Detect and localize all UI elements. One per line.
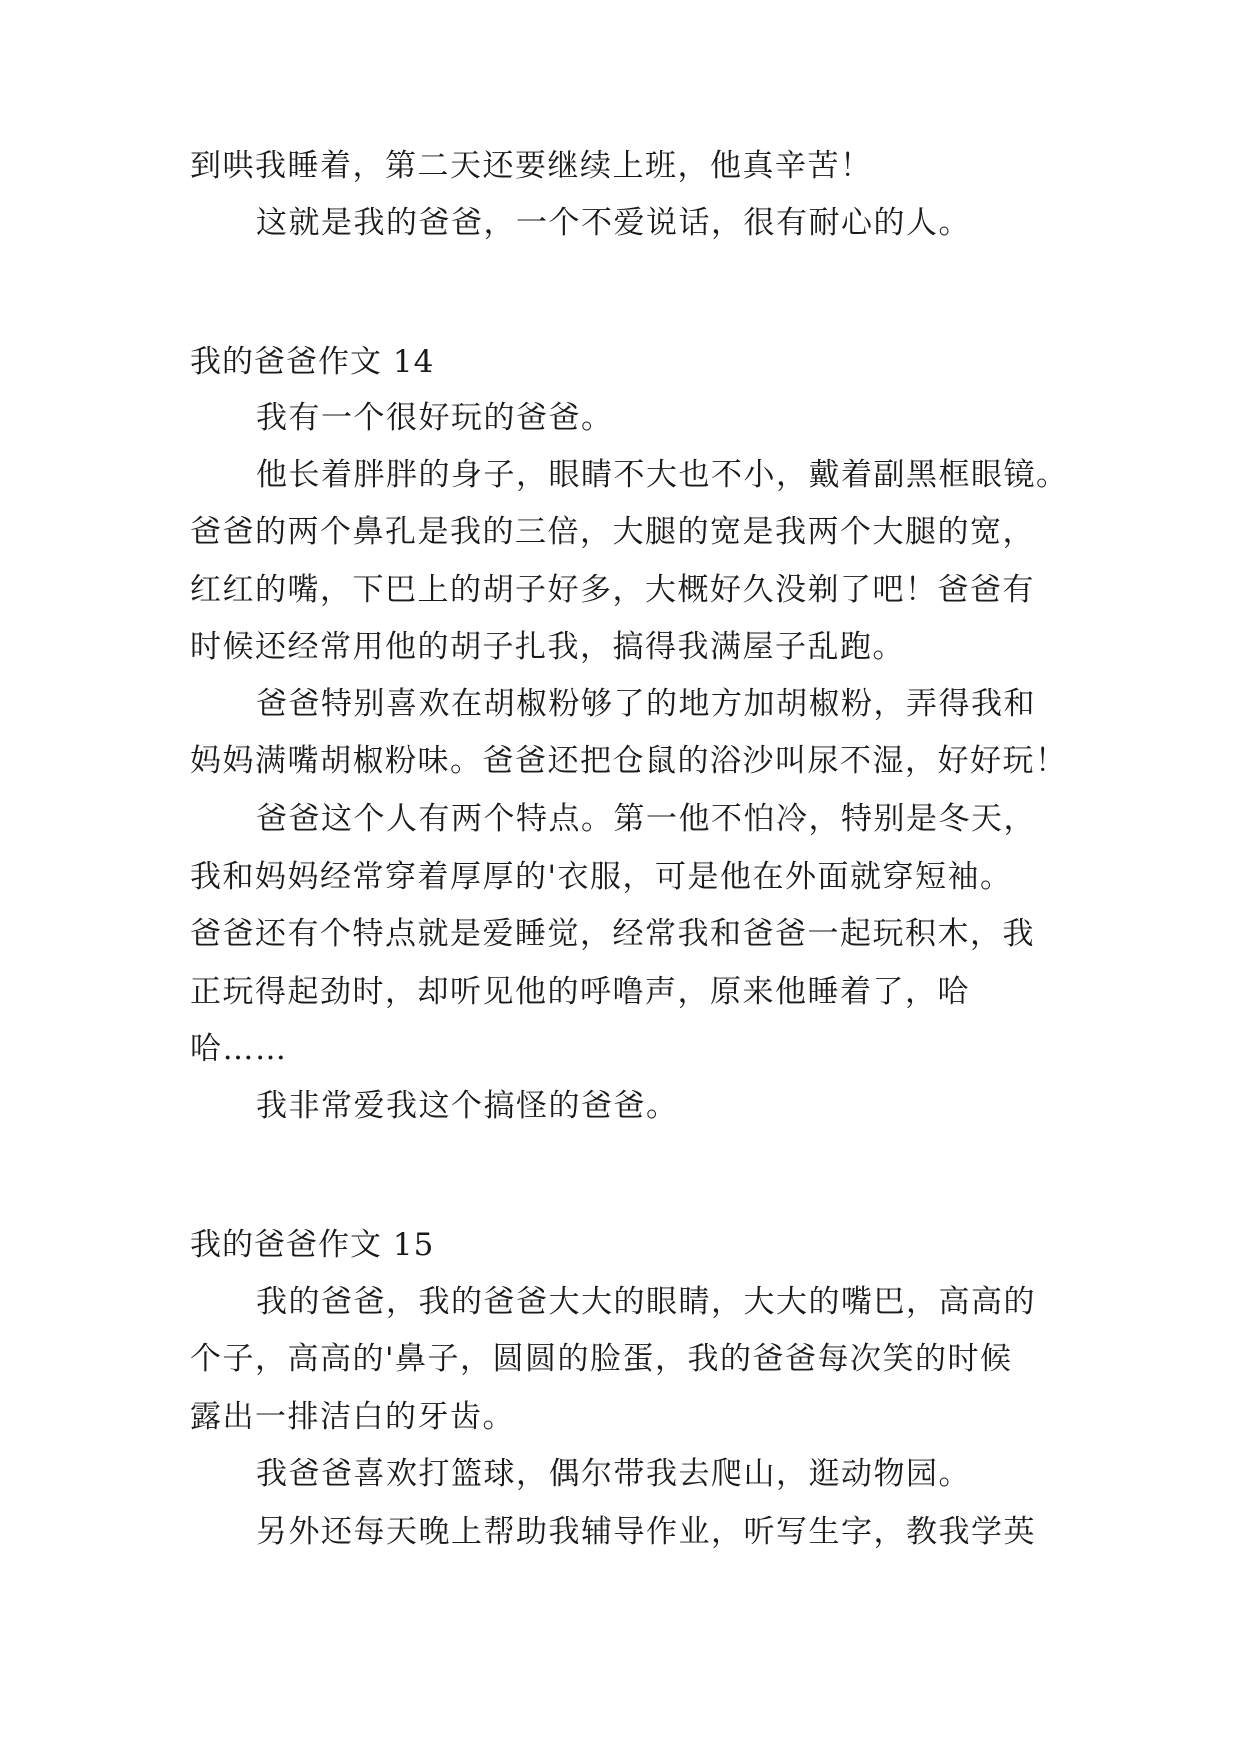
paragraph-line: 爸爸的两个鼻孔是我的三倍，大腿的宽是我两个大腿的宽， bbox=[190, 514, 1035, 550]
paragraph-line: 红红的嘴，下巴上的胡子好多，大概好久没剃了吧！爸爸有 bbox=[190, 572, 1035, 608]
paragraph-line: 我非常爱我这个搞怪的爸爸。 bbox=[256, 1088, 679, 1124]
paragraph-line: 他长着胖胖的身子，眼睛不大也不小，戴着副黑框眼镜。 bbox=[256, 457, 1069, 493]
paragraph-line: 我的爸爸，我的爸爸大大的眼睛，大大的嘴巴，高高的 bbox=[256, 1284, 1036, 1320]
paragraph-line: 妈妈满嘴胡椒粉味。爸爸还把仓鼠的浴沙叫尿不湿，好好玩！ bbox=[190, 743, 1068, 779]
paragraph-line: 爸爸这个人有两个特点。第一他不怕冷，特别是冬天， bbox=[256, 801, 1036, 837]
paragraph-line: 我和妈妈经常穿着厚厚的'衣服，可是他在外面就穿短袖。 bbox=[190, 859, 1013, 895]
paragraph-line: 时候还经常用他的胡子扎我，搞得我满屋子乱跑。 bbox=[190, 629, 905, 665]
paragraph-line: 露出一排洁白的牙齿。 bbox=[190, 1399, 515, 1435]
paragraph-line: 爸爸特别喜欢在胡椒粉够了的地方加胡椒粉，弄得我和 bbox=[256, 686, 1036, 722]
paragraph-line: 哈…… bbox=[190, 1031, 288, 1067]
paragraph-line: 另外还每天晚上帮助我辅导作业，听写生字，教我学英 bbox=[256, 1514, 1036, 1550]
section-title-14: 我的爸爸作文 14 bbox=[190, 344, 435, 380]
paragraph-line: 我爸爸喜欢打篮球，偶尔带我去爬山，逛动物园。 bbox=[256, 1456, 971, 1492]
paragraph-line: 正玩得起劲时，却听见他的呼噜声，原来他睡着了，哈 bbox=[190, 974, 970, 1010]
paragraph-line: 到哄我睡着，第二天还要继续上班，他真辛苦！ bbox=[190, 148, 873, 184]
paragraph-line: 爸爸还有个特点就是爱睡觉，经常我和爸爸一起玩积木，我 bbox=[190, 916, 1035, 952]
paragraph-line: 我有一个很好玩的爸爸。 bbox=[256, 400, 614, 436]
paragraph-line: 个子，高高的'鼻子，圆圆的脸蛋，我的爸爸每次笑的时候 bbox=[190, 1341, 1013, 1377]
paragraph-line: 这就是我的爸爸，一个不爱说话，很有耐心的人。 bbox=[256, 205, 971, 241]
section-title-15: 我的爸爸作文 15 bbox=[190, 1227, 435, 1263]
